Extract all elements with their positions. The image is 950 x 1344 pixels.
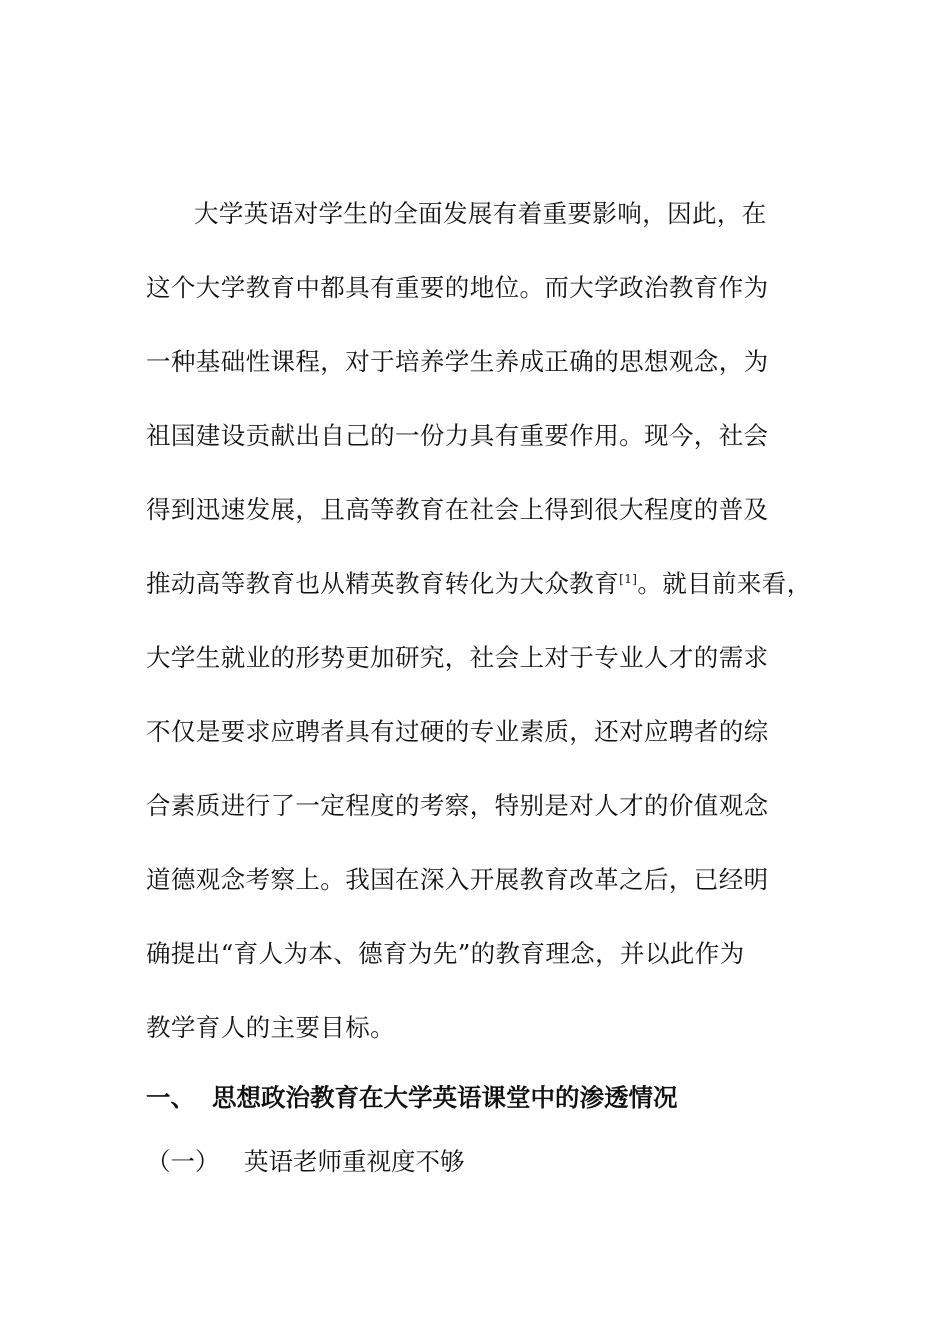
paragraph-line-9: 合素质进行了一定程度的考察，特别是对人才的价值观念 [146, 791, 769, 820]
paragraph-line-2: 这个大学教育中都具有重要的地位。而大学政治教育作为 [146, 273, 769, 302]
paragraph-line-6-tail: 。就目前来看， [637, 569, 812, 598]
section-title: 思想政治教育在大学英语课堂中的渗透情况 [212, 1083, 678, 1112]
paragraph-line-1: 大学英语对学生的全面发展有着重要影响，因此，在 [194, 199, 767, 228]
paragraph-line-4: 祖国建设贡献出自己的一份力具有重要作用。现今，社会 [146, 421, 769, 450]
paragraph-line-10: 道德观念考察上。我国在深入开展教育改革之后，已经明 [146, 865, 769, 894]
section-number: 一、 [146, 1083, 195, 1112]
citation-marker: [1] [619, 572, 638, 586]
paragraph-line-3: 一种基础性课程，对于培养学生养成正确的思想观念，为 [146, 347, 769, 376]
subsection-heading [146, 1146, 465, 1178]
paragraph-line-6-text: 推动高等教育也从精英教育转化为大众教育 [146, 569, 620, 598]
paragraph-line-8: 不仅是要求应聘者具有过硬的专业素质，还对应聘者的综 [146, 717, 769, 746]
paragraph-line-11: 确提出“育人为本、德育为先”的教育理念，并以此作为 [146, 939, 745, 968]
subsection-number: （一） [146, 1147, 220, 1176]
paragraph-line-12: 教学育人的主要目标。 [146, 1013, 395, 1042]
paragraph-line-5: 得到迅速发展，且高等教育在社会上得到很大程度的普及 [146, 495, 769, 524]
paragraph-line-7: 大学生就业的形势更加研究，社会上对于专业人才的需求 [146, 643, 769, 672]
paragraph-line-6 [146, 568, 812, 600]
subsection-title: 英语老师重视度不够 [244, 1147, 465, 1176]
section-heading [146, 1082, 678, 1114]
